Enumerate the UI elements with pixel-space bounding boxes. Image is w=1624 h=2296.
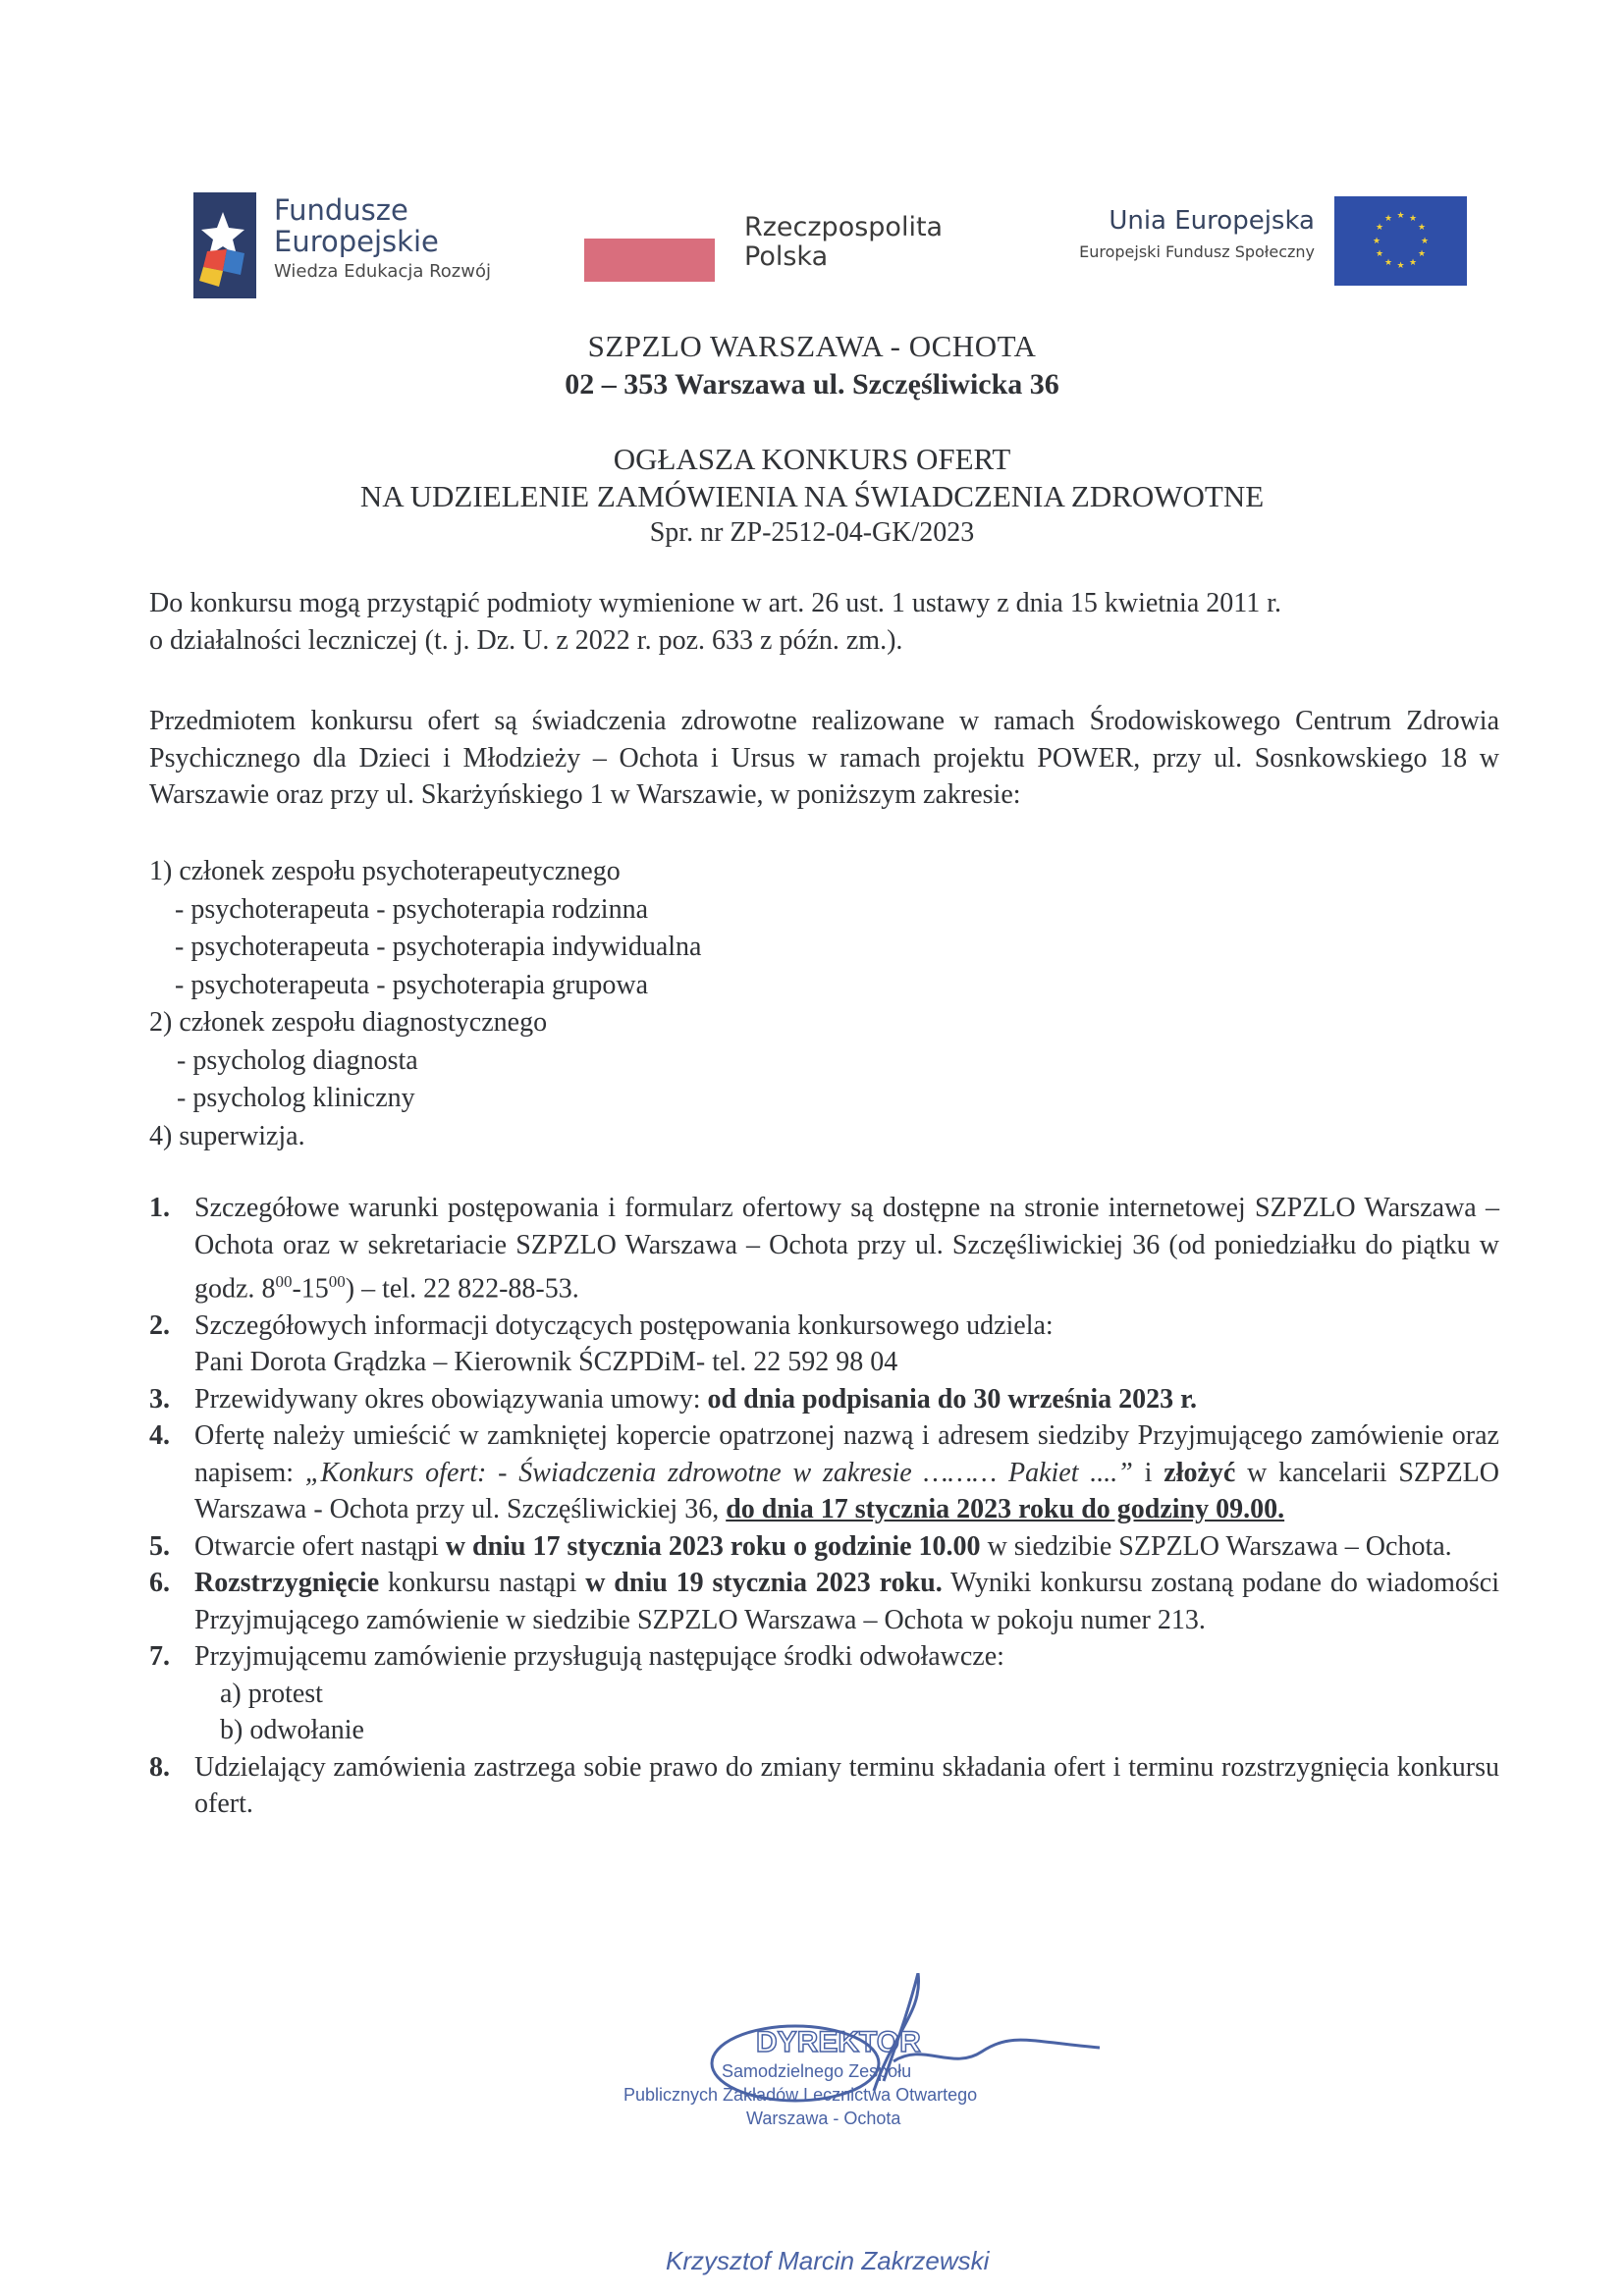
hours-from: 8: [261, 1273, 276, 1305]
hours-to-sup: 00: [328, 1272, 346, 1291]
item-bold: Rozstrzygnięcie: [194, 1568, 380, 1599]
fundusze-text: [274, 194, 491, 287]
scope-item: 2) członek zespołu diagnostycznego: [149, 1007, 548, 1038]
item-text: konkursu nastąpi: [379, 1568, 586, 1599]
scope-item: 1) członek zespołu psychoterapeutycznego: [149, 856, 621, 886]
item-number: 1.: [149, 1193, 170, 1223]
scope-item: - psycholog kliniczny: [177, 1083, 415, 1113]
svg-text:★: ★: [1408, 214, 1418, 224]
submission-deadline: do dnia 17 stycznia 2023 roku do godziny 09.00.: [726, 1494, 1285, 1525]
item-number: 5.: [149, 1530, 170, 1562]
fundusze-star-icon: [193, 192, 256, 298]
item-text: Przewidywany okres obowiązywania umowy:: [194, 1383, 708, 1415]
subject-paragraph: Przedmiotem konkursu ofert są świadczenia zdrowotne realizowane w ramach Środowiskowego Centrum Zdrowia Psychicznego dla Dzieci i Młodzieży – Ochota i Ursus w ramach projektu POWER, przy ul. Sosnkowskiego 18 w Warszawie oraz przy ul. Skarżyńskiego 1 w Warszawie, w poniższym zakresie:: [149, 706, 1499, 810]
condition-item-4: [149, 1417, 1499, 1528]
fundusze-line3: Wiedza Edukacja Rozwój: [274, 261, 491, 282]
opening-date: w dniu 17 stycznia 2023 roku o godzinie 10.00: [445, 1530, 981, 1562]
hours-from-sup: 00: [275, 1272, 293, 1291]
contact-person: Pani Dorota Grądzka – Kierownik ŚCZPDiM- tel. 22 592 98 04: [194, 1347, 898, 1378]
svg-text:★: ★: [1375, 223, 1384, 233]
scope-item: - psychoterapeuta - psychoterapia indywidualna: [175, 932, 702, 962]
condition-item-8: [149, 1749, 1499, 1823]
eu-flag-icon: [1334, 196, 1467, 286]
director-stamp: [599, 1973, 1110, 2160]
condition-item-5: [149, 1528, 1499, 1566]
item-text: ) – tel. 22 822-88-53.: [345, 1273, 579, 1305]
unia-europejska-logo: [1035, 196, 1467, 290]
intro-line2: o działalności leczniczej (t. j. Dz. U. z 2022 r. poz. 633 z późn. zm.).: [149, 624, 903, 656]
rp-line1: Rzeczpospolita: [744, 212, 944, 242]
item-text: Wyniki konkursu zostaną podane do wiadomości Przyjmującego zamówienie w siedzibie SZPZLO Warszawa – Ochota w pokoju numer 213.: [194, 1568, 1499, 1635]
item-number: 7.: [149, 1641, 170, 1673]
rzeczpospolita-text: [744, 213, 943, 272]
svg-text:★: ★: [1417, 249, 1427, 259]
hours-dash: -: [292, 1273, 301, 1305]
svg-text:★: ★: [1372, 237, 1381, 246]
svg-text:★: ★: [1408, 258, 1418, 268]
contract-period: od dnia podpisania do 30 września 2023 r.: [707, 1383, 1197, 1415]
polish-flag-icon: [584, 239, 715, 282]
ue-text: [1079, 204, 1315, 267]
item-number: 8.: [149, 1751, 170, 1783]
scope-list: [149, 853, 701, 1155]
scope-item: - psychoterapeuta - psychoterapia grupowa: [175, 969, 649, 1000]
rp-line2: Polska: [744, 241, 829, 272]
item-bold: złożyć: [1164, 1457, 1236, 1488]
conditions-list: [149, 1190, 1499, 1823]
svg-text:★: ★: [1383, 258, 1393, 268]
item-number: 6.: [149, 1568, 170, 1599]
intro-paragraph: [149, 585, 1499, 659]
stamp-line1: Samodzielnego Zespołu: [722, 2061, 912, 2081]
ue-line2: Europejski Fundusz Społeczny: [1079, 242, 1315, 261]
scope-item: - psycholog diagnosta: [177, 1044, 418, 1076]
item-text: Przyjmującemu zamówienie przysługują następujące środki odwoławcze:: [194, 1641, 1004, 1673]
announcement-subject: NA UDZIELENIE ZAMÓWIENIA NA ŚWIADCZENIA ZDROWOTNE: [359, 479, 1265, 513]
stamp-line2: Publicznych Zakładów Lecznictwa Otwartego: [623, 2085, 978, 2105]
scope-item: 4) superwizja.: [149, 1120, 305, 1151]
stamp-line3: Warszawa - Ochota: [746, 2109, 901, 2128]
item-text: Szczegółowe warunki postępowania i formularz ofertowy są dostępne na stronie internetowej SZPZLO Warszawa – Ochota oraz w sekretariacie SZPZLO Warszawa – Ochota przy ul. Szczęśliwickiej 36 (od poniedziałku do piątku w godz.: [194, 1193, 1499, 1305]
item-number: 2.: [149, 1309, 170, 1341]
institution-name: SZPZLO WARSZAWA - OCHOTA: [587, 329, 1037, 363]
condition-item-3: [149, 1381, 1499, 1418]
case-reference: Spr. nr ZP-2512-04-GK/2023: [649, 517, 975, 548]
item-text: w siedzibie SZPZLO Warszawa – Ochota.: [980, 1530, 1452, 1562]
item-number: 4.: [149, 1420, 170, 1452]
condition-item-6: [149, 1565, 1499, 1638]
intro-line1: Do konkursu mogą przystąpić podmioty wymienione w art. 26 ust. 1 ustawy z dnia 15 kwietnia 2011 r.: [149, 588, 1282, 618]
svg-text:★: ★: [1417, 223, 1427, 233]
item-number: 3.: [149, 1383, 170, 1415]
fundusze-europejskie-logo: [193, 192, 517, 300]
institution-address: 02 – 353 Warszawa ul. Szczęśliwicka 36: [565, 368, 1059, 400]
item-text: Otwarcie ofert nastąpi: [194, 1530, 446, 1562]
svg-text:★: ★: [1383, 214, 1393, 224]
fundusze-line2: Europejskie: [274, 225, 439, 258]
remedy-a: a) protest: [220, 1678, 323, 1709]
item-text: Szczegółowych informacji dotyczących postępowania konkursowego udziela:: [194, 1309, 1054, 1341]
item-text: i: [1132, 1457, 1164, 1488]
rzeczpospolita-logo: [584, 209, 977, 288]
signer-name: Krzysztof Marcin Zakrzewski: [666, 2246, 990, 2275]
item-text: w kancelarii SZPZLO Warszawa - Ochota przy ul. Szczęśliwickiej 36,: [194, 1457, 1499, 1525]
condition-item-7: [149, 1638, 1499, 1749]
ue-line1: Unia Europejska: [1109, 206, 1315, 236]
remedy-b: b) odwołanie: [220, 1715, 364, 1746]
svg-text:★: ★: [1396, 261, 1405, 271]
condition-item-1: [149, 1190, 1499, 1308]
announcement-title: OGŁASZA KONKURS OFERT: [613, 442, 1011, 476]
item-text: Udzielający zamówienia zastrzega sobie prawo do zmiany terminu składania ofert i terminu rozstrzygnięcia konkursu ofert.: [194, 1751, 1499, 1820]
svg-text:★: ★: [1420, 237, 1430, 246]
svg-text:★: ★: [1375, 249, 1384, 259]
signature-flourish: [893, 2040, 1100, 2061]
hours-to: 15: [300, 1273, 329, 1305]
svg-text:★: ★: [1396, 211, 1405, 221]
stamp-title: DYREKTOR: [756, 2026, 921, 2058]
item-text: Ofertę należy umieścić w zamkniętej kopercie opatrzonej nazwą i adresem siedziby Przyjmującego zamówienie oraz napisem:: [194, 1420, 1499, 1488]
resolution-date: w dniu 19 stycznia 2023 roku.: [585, 1568, 943, 1599]
envelope-label: „Konkurs ofert: - Świadczenia zdrowotne w zakresie ……… Pakiet ....”: [304, 1457, 1133, 1488]
scope-item: - psychoterapeuta - psychoterapia rodzinna: [175, 893, 649, 925]
fundusze-line1: Fundusze: [274, 193, 408, 227]
condition-item-2: [149, 1308, 1499, 1381]
